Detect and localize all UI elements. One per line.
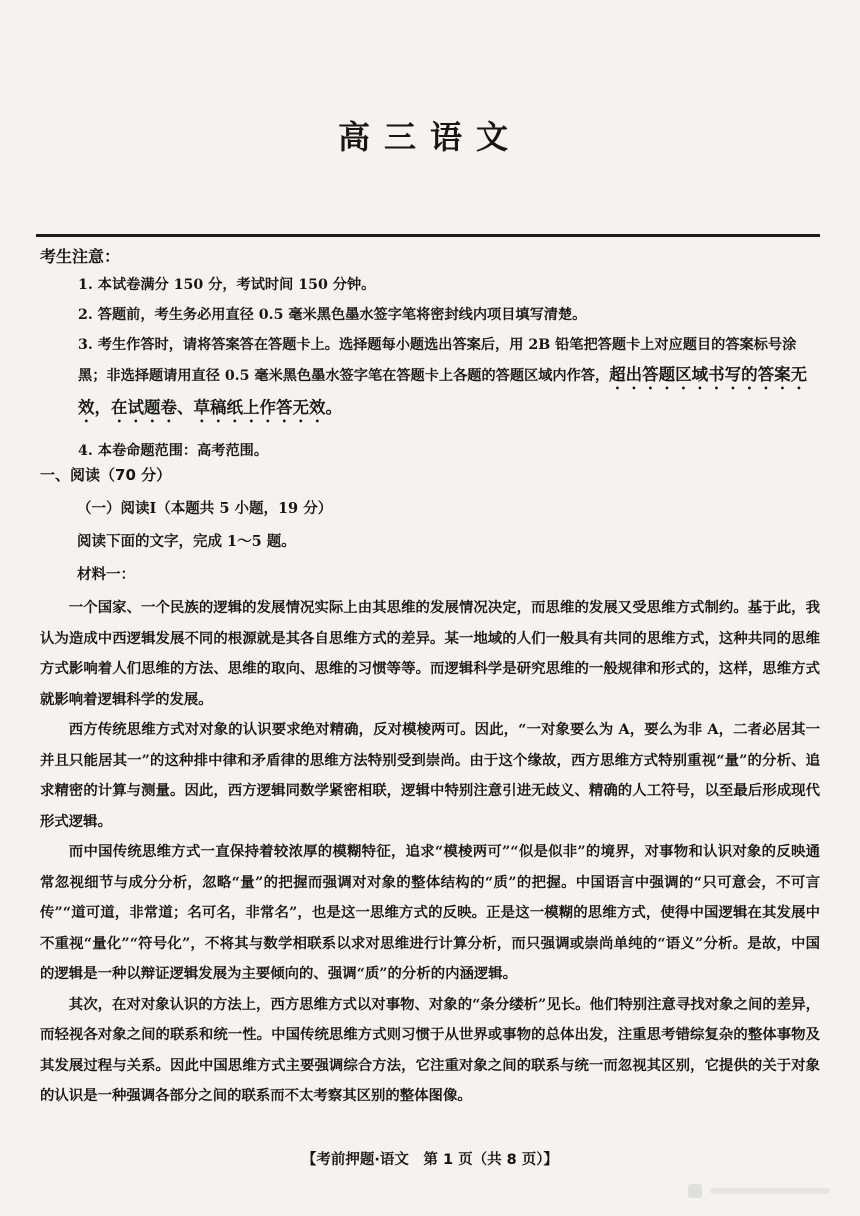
notice-item-3	[78, 330, 820, 426]
section-heading: 一、阅读（70 分）	[40, 466, 172, 484]
notice-heading: 考生注意：	[40, 247, 121, 266]
notice-item-3-text: 3. 考生作答时，请将答案答在答题卡上。选择题每小题选出答案后，用 2B 铅笔把答题卡上对应题目的答案标号涂黑；非选择题请用直径 0.5 毫米黑色墨水签字笔在答题卡上各题的答题区域内作答，	[78, 337, 797, 384]
notice-list	[78, 270, 820, 466]
material-body	[40, 593, 820, 1112]
subsection-heading: （一）阅读Ⅰ（本题共 5 小题，19 分）	[77, 500, 333, 517]
page-footer: 【考前押题·语文 第 1 页（共 8 页）】	[301, 1152, 559, 1168]
watermark-logo-icon	[686, 1180, 836, 1202]
notice-item-2: 2. 答题前，考生务必用直径 0.5 毫米黑色墨水签字笔将密封线内项目填写清楚。	[78, 307, 587, 323]
material-label: 材料一：	[77, 566, 135, 583]
paragraph-3: 而中国传统思维方式一直保持着较浓厚的模糊特征，追求“模棱两可”“似是似非”的境界，对事物和认识对象的反映通常忽视细节与成分分析，忽略“量”的把握而强调对对象的整体结构的“质”的把握。中国语言中强调的“只可意会，不可言传”“道可道，非常道；名可名，非常名”，也是这一思维方式的反映。正是这一模糊的思维方式，使得中国逻辑在其发展中不重视“量化”“符号化”，不将其与数学相联系以求对思维进行计算分析，而只强调或崇尚单纯的“语义”分析。是故，中国的逻辑是一种以辩证逻辑发展为主要倾向的、强调“质”的分析的内涵逻辑。	[40, 843, 820, 982]
notice-item-1: 1. 本试卷满分 150 分，考试时间 150 分钟。	[78, 277, 376, 293]
notice-item-3-emphasis: 超出答题区域书写的答案无效，在试题卷、草稿纸上作答无效。	[78, 365, 808, 417]
paragraph-2: 西方传统思维方式对对象的认识要求绝对精确，反对模棱两可。因此，“一对象要么为 A，要么为非 A，二者必居其一并且只能居其一”的这种排中律和矛盾律的思维方法特别受到崇尚。由于这个缘故，西方思维方式特别重视“量”的分析、追求精密的计算与测量。因此，西方逻辑同数学紧密相联，逻辑中特别注意引进无歧义、精确的人工符号，以至最后形成现代形式逻辑。	[40, 721, 820, 830]
header-divider	[36, 234, 820, 237]
paragraph-4: 其次，在对对象认识的方法上，西方思维方式以对事物、对象的“条分缕析”见长。他们特别注意寻找对象之间的差异，而轻视各对象之间的联系和统一性。中国传统思维方式则习惯于从世界或事物的总体出发，注重思考错综复杂的整体事物及其发展过程与关系。因此中国思维方式主要强调综合方法，它注重对象之间的联系与统一而忽视其区别，它提供的关于对象的认识是一种强调各部分之间的联系而不太考察其区别的整体图像。	[40, 995, 820, 1104]
reading-instruction: 阅读下面的文字，完成 1～5 题。	[77, 533, 296, 550]
notice-item-4: 4. 本卷命题范围：高考范围。	[78, 443, 269, 459]
paragraph-1: 一个国家、一个民族的逻辑的发展情况实际上由其思维的发展情况决定，而思维的发展又受思维方式制约。基于此，我认为造成中西逻辑发展不同的根源就是其各自思维方式的差异。某一地域的人们一般具有共同的思维方式，这种共同的思维方式影响着人们思维的方法、思维的取向、思维的习惯等等。而逻辑科学是研究思维的一般规律和形式的，这样，思维方式就影响着逻辑科学的发展。	[40, 599, 820, 708]
page-title: 高三语文	[337, 118, 522, 156]
